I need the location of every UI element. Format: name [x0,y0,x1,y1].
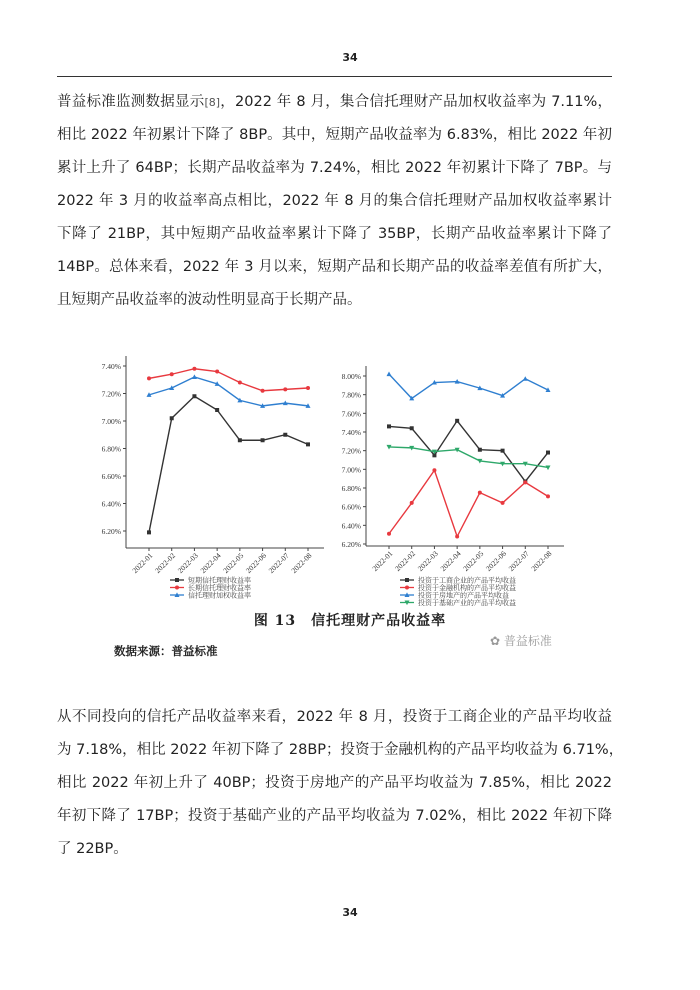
data-point [546,494,550,498]
series-line [389,374,548,398]
x-tick-label: 2022-08 [529,549,554,574]
y-tick-label: 7.40% [341,428,361,437]
paragraph-2 [57,701,624,866]
x-tick-label: 2022-03 [415,549,440,574]
data-point [238,438,242,442]
paragraph-1 [57,86,612,317]
data-point [261,438,265,442]
y-tick-label: 6.40% [101,499,121,509]
data-point [147,376,151,380]
legend-label: 信托理财加权收益率 [188,591,251,600]
figure-caption: 图 13 信托理财产品收益率 [253,613,447,629]
y-tick-label: 8.00% [341,372,361,381]
y-tick-label: 7.20% [101,389,121,399]
data-point [478,491,482,495]
data-point [170,372,174,376]
data-point [410,426,414,430]
text-line: 且短期产品收益率的波动性明显高于长期产品。 [57,292,362,308]
legend-label: 投资于房地产的产品平均收益 [418,591,509,600]
data-point [387,424,391,428]
wechat-icon: ✿ [490,634,504,648]
data-point [405,578,409,582]
data-point [455,419,459,423]
data-point [455,535,459,539]
y-tick-label: 7.40% [101,362,121,371]
y-tick-label: 6.60% [341,502,361,512]
x-tick-label: 2022-03 [175,551,200,576]
data-point [478,448,482,452]
header-page-number: 34 [342,51,358,64]
y-tick-label: 6.80% [341,484,361,493]
series-line [149,377,308,406]
data-point [261,389,265,393]
data-point [147,530,151,534]
x-tick-label: 2022-01 [130,551,155,576]
watermark-text: 普益标准 [503,634,552,648]
chart-yield-by-investment-direction [320,350,580,612]
data-point [410,501,414,505]
x-tick-label: 2022-06 [483,549,508,574]
data-point [501,449,505,453]
text-span: ，2022 年 8 月，集合信托理财产品加权收益率为 7.11%， [220,94,613,110]
text-line: 2022 年 3 月的收益率高点相比，2022 年 8 月的集合信托理财产品加权收益率累计 [57,193,612,209]
data-point [523,376,528,381]
data-source: 数据来源：普益标准 [114,644,218,658]
data-point [175,586,179,590]
y-tick-label: 6.60% [101,472,121,481]
data-point [405,586,409,590]
header-rule [57,76,612,77]
data-point [283,387,287,391]
text-span: 普益标准监测数据显示 [57,94,205,110]
y-tick-label: 6.20% [341,540,361,549]
y-tick-label: 7.60% [341,409,361,419]
text-line: 相比 2022 年初累计下降了 8BP。其中，短期产品收益率为 6.83%，相比 2022 年初 [57,127,612,143]
text-line [57,86,612,119]
x-tick-label: 2022-07 [506,549,531,574]
data-point [432,468,436,472]
legend-label: 投资于工商企业的产品平均收益 [418,576,516,585]
data-point [283,433,287,437]
legend-label: 投资于基础产业的产品平均收益 [418,599,516,607]
data-point [192,367,196,371]
text-line: 了 22BP。 [57,841,128,857]
x-tick-label: 2022-06 [243,551,268,576]
text-line: 下降了 21BP，其中短期产品收益率累计下降了 35BP，长期产品收益率累计下降了 [57,226,612,242]
legend-label: 投资于金融机构的产品平均收益 [418,584,516,592]
chart-trust-yield-by-term [80,350,330,612]
y-tick-label: 7.20% [341,446,361,456]
legend-label: 长期信托理财收益率 [188,584,251,592]
data-point [170,416,174,420]
x-tick-label: 2022-04 [438,549,463,574]
data-point [523,480,527,484]
data-point [387,532,391,536]
text-line: 14BP。总体来看，2022 年 3 月以来，短期产品和长期产品的收益率差值有所扩大， [57,259,612,275]
x-tick-label: 2022-01 [370,549,395,574]
text-line: 从不同投向的信托产品收益率来看，2022 年 8 月，投资于工商企业的产品平均收益 [57,709,612,725]
data-point [238,381,242,385]
data-point [192,374,197,379]
x-tick-label: 2022-04 [198,551,223,576]
footer-page-number: 34 [342,906,358,919]
data-point [175,578,179,582]
data-point [306,386,310,390]
y-tick-label: 6.20% [101,527,121,536]
data-point [387,372,392,377]
data-point [192,394,196,398]
series-line [389,447,548,468]
y-tick-label: 7.80% [341,390,361,400]
x-tick-label: 2022-02 [393,549,418,574]
text-line: 相比 2022 年初上升了 40BP；投资于房地产的产品平均收益为 7.85%，相比 2022 [57,775,612,791]
x-tick-label: 2022-02 [153,551,178,576]
data-point [215,370,219,374]
data-point [546,451,550,455]
y-tick-label: 6.80% [101,444,121,454]
data-point [215,408,219,412]
footnote-ref[interactable]: [8] [204,96,221,109]
y-tick-label: 6.40% [341,521,361,531]
data-point [501,501,505,505]
text-line: 年初下降了 17BP；投资于基础产业的产品平均收益为 7.02%，相比 2022 年初下降 [57,808,612,824]
legend-label: 短期信托理财收益率 [188,576,251,585]
y-tick-label: 7.00% [341,465,361,475]
x-tick-label: 2022-05 [221,551,246,576]
watermark [490,632,552,649]
data-point [306,442,310,446]
x-tick-label: 2022-05 [461,549,486,574]
text-line: 累计上升了 64BP；长期产品收益率为 7.24%，相比 2022 年初累计下降了 7BP。与 [57,160,612,176]
text-line: 为 7.18%，相比 2022 年初下降了 28BP；投资于金融机构的产品平均收益为 6.71%， [57,742,624,758]
x-tick-label: 2022-07 [266,551,291,576]
x-tick-label: 2022-08 [289,551,314,576]
y-tick-label: 7.00% [101,417,121,426]
